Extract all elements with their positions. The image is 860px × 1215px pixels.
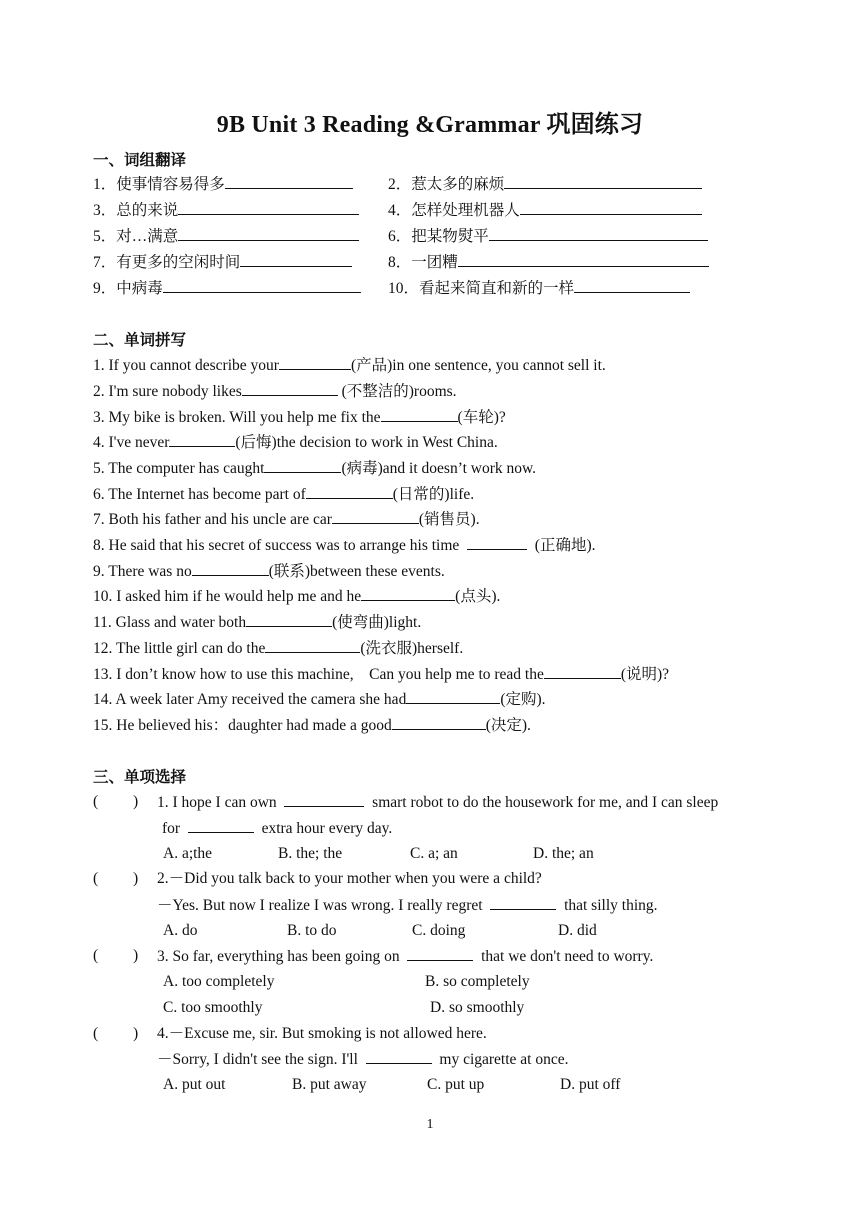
phrase-item: 9．中病毒: [93, 278, 361, 299]
phrase-item: 4．怎样处理机器人: [388, 200, 702, 221]
spelling-item: 11. Glass and water both (使弯曲)light.: [93, 614, 422, 631]
question-2-line: 2.－Did you talk back to your mother when you were a child?: [157, 870, 542, 887]
phrase-item: 3．总的来说: [93, 200, 359, 221]
spelling-item: 9. There was no (联系)between these events.: [93, 563, 445, 580]
spelling-item: 12. The little girl can do the (洗衣服)herself.: [93, 640, 464, 657]
spelling-item: 15. He believed his：daughter had made a good (决定).: [93, 717, 531, 734]
question-paren: ( ): [93, 947, 139, 964]
question-1-line: for extra hour every day.: [162, 820, 393, 837]
spelling-item: 3. My bike is broken. Will you help me fix the (车轮)?: [93, 409, 506, 426]
option-b: B. put away: [292, 1076, 367, 1093]
phrase-item: 6．把某物熨平: [388, 226, 708, 247]
spelling-item: 7. Both his father and his uncle are car (销售员).: [93, 511, 480, 528]
phrase-item: 1．使事情容易得多: [93, 174, 353, 195]
option-c: C. too smoothly: [163, 999, 263, 1016]
page-title: 9B Unit 3 Reading &Grammar 巩固练习: [216, 112, 644, 138]
spelling-item: 14. A week later Amy received the camera she had (定购).: [93, 691, 546, 708]
option-a: A. put out: [163, 1076, 226, 1093]
option-c: C. put up: [427, 1076, 485, 1093]
question-4-line: －Sorry, I didn't see the sign. I'll my cigarette at once.: [157, 1051, 569, 1068]
option-a: A. a;the: [163, 845, 213, 862]
phrase-item: 7．有更多的空闲时间: [93, 252, 352, 273]
question-paren: ( ): [93, 793, 139, 810]
spelling-item: 5. The computer has caught (病毒)and it doesn’t work now.: [93, 460, 537, 477]
question-paren: ( ): [93, 1025, 139, 1042]
question-2-line: －Yes. But now I realize I was wrong. I really regret that silly thing.: [157, 897, 658, 914]
option-b: B. so completely: [425, 973, 530, 990]
option-c: C. doing: [412, 922, 466, 939]
option-d: D. so smoothly: [430, 999, 525, 1016]
question-3-line: 3. So far, everything has been going on that we don't need to worry.: [157, 948, 654, 965]
option-c: C. a; an: [410, 845, 458, 862]
option-d: D. the; an: [533, 845, 594, 862]
spelling-item: 8. He said that his secret of success was to arrange his time (正确地).: [93, 537, 596, 554]
option-b: B. the; the: [278, 845, 343, 862]
option-d: D. put off: [560, 1076, 621, 1093]
question-paren: ( ): [93, 870, 139, 887]
question-4-line: 4.－Excuse me, sir. But smoking is not allowed here.: [157, 1025, 487, 1042]
spelling-item: 6. The Internet has become part of (日常的)life.: [93, 486, 475, 503]
phrase-item: 8．一团糟: [388, 252, 709, 273]
phrase-item: 2．惹太多的麻烦: [388, 174, 702, 195]
spelling-item: 10. I asked him if he would help me and he (点头).: [93, 588, 501, 605]
section-heading-choice: 三、单项选择: [93, 768, 187, 786]
question-1-line: 1. I hope I can own smart robot to do the housework for me, and I can sleep: [157, 794, 719, 811]
spelling-item: 13. I don’t know how to use this machine, Can you help me to read the (说明)?: [93, 666, 670, 683]
section-heading-phrases: 一、词组翻译: [93, 151, 187, 169]
option-a: A. do: [163, 922, 198, 939]
phrase-item: 5．对…满意: [93, 226, 359, 247]
option-d: D. did: [558, 922, 597, 939]
section-heading-spelling: 二、单词拼写: [93, 331, 187, 349]
spelling-item: 2. I'm sure nobody likes (不整洁的)rooms.: [93, 383, 457, 400]
spelling-item: 4. I've never (后悔)the decision to work in West China.: [93, 434, 498, 451]
spelling-item: 1. If you cannot describe your (产品)in one sentence, you cannot sell it.: [93, 357, 606, 374]
page-number: 1: [426, 1117, 434, 1132]
phrase-item: 10．看起来简直和新的一样: [388, 278, 690, 299]
option-b: B. to do: [287, 922, 337, 939]
option-a: A. too completely: [163, 973, 275, 990]
